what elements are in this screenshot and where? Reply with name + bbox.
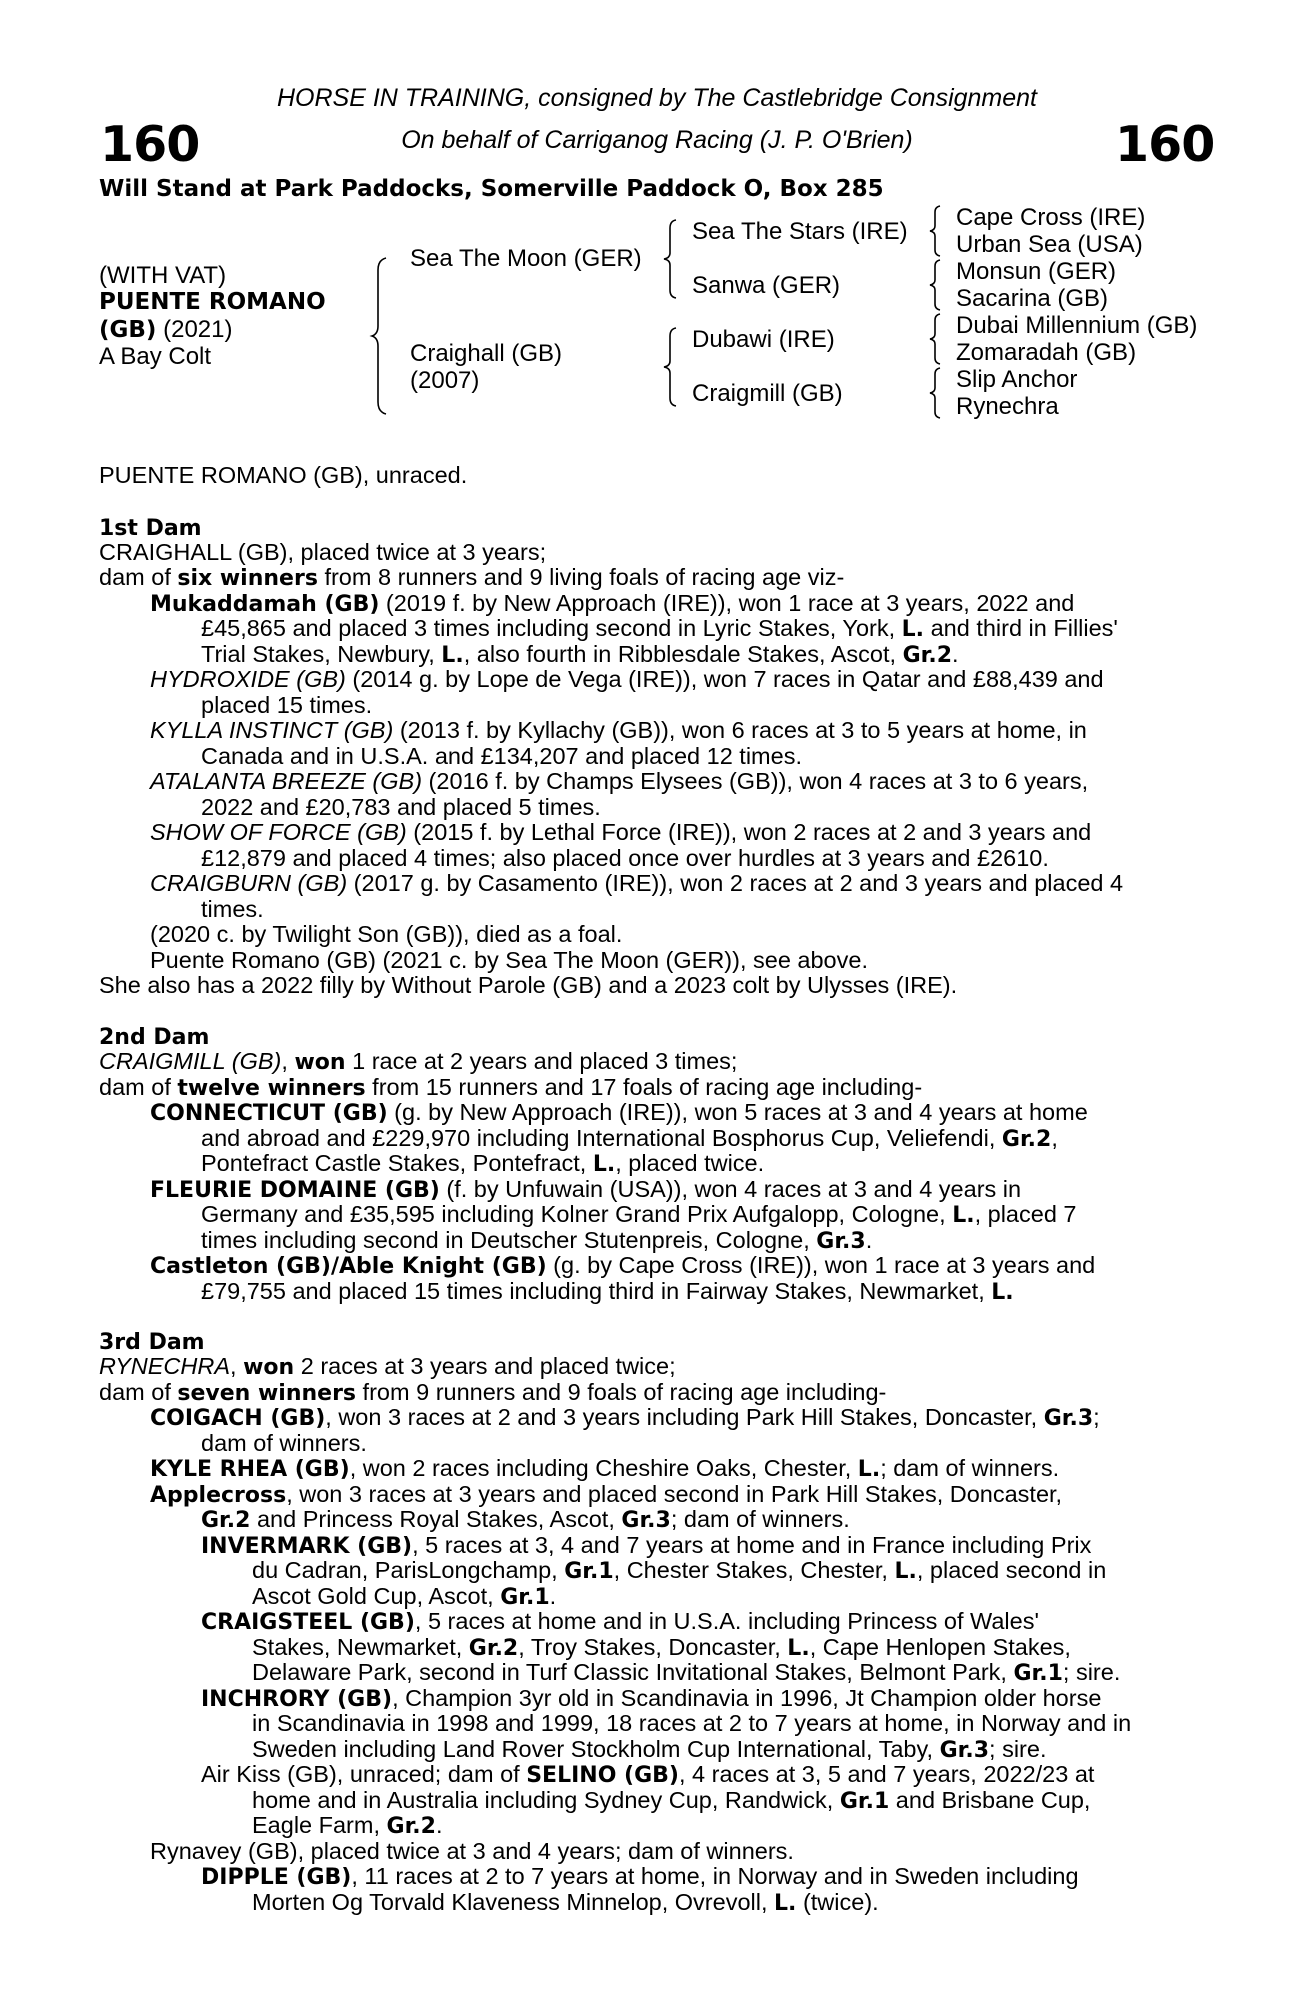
pedigree-gen2-3: Dubawi (IRE): [692, 326, 835, 353]
progeny-entry-cont: [201, 616, 1118, 643]
text-run: , Champion 3yr old in Scandinavia in 1996, Jt Champion older horse: [392, 1685, 1102, 1711]
text-run: Germany and £35,595 including Kolner Grand Prix Aufgalopp, Cologne,: [201, 1201, 953, 1227]
text-run: Air Kiss (GB), unraced; dam of: [201, 1761, 527, 1787]
text-run: HYDROXIDE (GB): [150, 666, 346, 692]
progeny-entry: Rynavey (GB), placed twice at 3 and 4 years; dam of winners.: [150, 1838, 794, 1864]
text-run: FLEURIE DOMAINE (GB): [150, 1178, 440, 1203]
text-run: , Troy Stakes, Doncaster,: [518, 1634, 788, 1660]
text-run: (g. by New Approach (IRE)), won 5 races at 3 and 4 years at home: [387, 1099, 1088, 1125]
text-run: and abroad and £229,970 including International Bosphorus Cup, Veliefendi,: [201, 1125, 1002, 1151]
text-run: Gr.1: [839, 1789, 890, 1814]
text-run: , Chester Stakes, Chester,: [613, 1557, 895, 1583]
text-run: Stakes, Newmarket,: [252, 1634, 469, 1660]
grand-progeny-entry: [201, 1533, 1091, 1560]
first-dam-produce-summary: [99, 565, 844, 592]
pedigree-bracket-dam: [664, 326, 680, 408]
text-run: (2014 g. by Lope de Vega (IRE)), won 7 races in Qatar and £88,439 and: [345, 666, 1104, 692]
text-run: six winners: [177, 566, 318, 591]
horse-description: A Bay Colt: [99, 343, 212, 370]
text-run: (2013 f. by Kyllachy (GB)), won 6 races at 3 to 5 years at home, in: [393, 717, 1087, 743]
progeny-entry-cont: Canada and in U.S.A. and £134,207 and placed 12 times.: [201, 743, 802, 769]
lot-number-left: 160: [100, 116, 200, 173]
text-run: and Brisbane Cup,: [889, 1787, 1091, 1813]
text-run: £79,755 and placed 15 times including third in Fairway Stakes, Newmarket,: [201, 1278, 992, 1304]
progeny-entry-cont: [201, 1202, 1076, 1229]
progeny-entry: [150, 769, 1088, 795]
text-run: ; dam of winners.: [670, 1506, 850, 1532]
text-run: 2 races at 3 years and placed twice;: [294, 1353, 676, 1379]
text-run: CRAIGMILL (GB): [99, 1048, 282, 1074]
text-run: L.: [952, 1203, 975, 1228]
text-run: INCHRORY (GB): [201, 1687, 393, 1712]
grand-progeny-entry: [201, 1609, 1039, 1636]
text-run: Gr.1: [564, 1559, 614, 1584]
text-run: Trial Stakes, Newbury,: [201, 641, 442, 667]
text-run: from 8 runners and 9 living foals of racing age viz-: [317, 564, 845, 590]
text-run: Delaware Park, second in Turf Classic Invitational Stakes, Belmont Park,: [252, 1659, 1014, 1685]
text-run: KYLE RHEA (GB): [150, 1457, 350, 1482]
text-run: , also fourth in Ribblesdale Stakes, Ascot,: [463, 641, 903, 667]
grand-progeny-cont: [252, 1737, 1046, 1764]
text-run: COIGACH (GB): [150, 1406, 326, 1431]
text-run: , 5 races at home and in U.S.A. including Princess of Wales': [414, 1608, 1039, 1634]
text-run: Ascot Gold Cup, Ascot,: [252, 1583, 501, 1609]
text-run: (f. by Unfuwain (USA)), won 4 races at 3 and 4 years in: [439, 1176, 1022, 1202]
text-run: SELINO (GB): [526, 1763, 679, 1788]
pedigree-sire: Sea The Moon (GER): [410, 245, 642, 272]
text-run: CRAIGBURN (GB): [150, 870, 348, 896]
text-run: , Cape Henlopen Stakes,: [809, 1634, 1071, 1660]
text-run: (twice).: [796, 1889, 879, 1915]
text-run: du Cadran, ParisLongchamp,: [252, 1557, 565, 1583]
text-run: CRAIGSTEEL (GB): [201, 1610, 415, 1635]
pedigree-bracket-g2-3: [930, 312, 944, 366]
progeny-entry: [150, 1253, 1095, 1280]
horse-year: (2021): [156, 316, 233, 343]
progeny-entry: [150, 718, 1087, 744]
vat-note: (WITH VAT): [99, 262, 227, 289]
first-dam-heading: 1st Dam: [99, 516, 202, 541]
text-run: .: [549, 1583, 557, 1609]
text-run: L.: [991, 1280, 1014, 1305]
lot-number-right: 160: [1115, 116, 1215, 173]
second-dam-heading: 2nd Dam: [99, 1025, 210, 1050]
stand-location: Will Stand at Park Paddocks, Somerville Paddock O, Box 285: [99, 176, 884, 202]
vendor-line: On behalf of Carriganog Racing (J. P. O'Brien): [401, 126, 913, 154]
text-run: from 9 runners and 9 foals of racing age including-: [356, 1379, 887, 1405]
text-run: Gr.2: [386, 1814, 436, 1839]
text-run: , won 3 races at 2 and 3 years including Park Hill Stakes, Doncaster,: [325, 1404, 1044, 1430]
grand-progeny-cont: [252, 1788, 1090, 1815]
progeny-entry-cont: [201, 642, 959, 669]
consignment-line: HORSE IN TRAINING, consigned by The Castlebridge Consignment: [276, 84, 1038, 112]
first-dam-note: She also has a 2022 filly by Without Parole (GB) and a 2023 colt by Ulysses (IRE).: [99, 972, 958, 998]
text-run: Mukaddamah (GB): [150, 592, 380, 617]
text-run: DIPPLE (GB): [201, 1865, 352, 1890]
pedigree-gen3-2: Urban Sea (USA): [956, 231, 1143, 258]
text-run: dam of: [99, 1074, 178, 1100]
text-run: L.: [901, 617, 925, 642]
progeny-entry: [150, 591, 1074, 618]
text-run: INVERMARK (GB): [201, 1534, 413, 1559]
text-run: won: [294, 1050, 346, 1075]
text-run: times including second in Deutscher Stutenpreis, Cologne,: [201, 1227, 817, 1253]
pedigree-gen3-4: Sacarina (GB): [956, 285, 1109, 312]
grand-progeny-cont: [252, 1635, 1071, 1662]
pedigree-bracket-g2-2: [930, 258, 944, 312]
text-run: , placed 7: [974, 1201, 1077, 1227]
grand-progeny-entry: [201, 1864, 1079, 1891]
progeny-entry-cont: times.: [201, 896, 264, 922]
progeny-entry-cont: [201, 1279, 1014, 1306]
progeny-entry: [150, 820, 1091, 846]
text-run: , placed twice.: [615, 1150, 765, 1176]
text-run: Gr.2: [1001, 1127, 1052, 1152]
text-run: , 11 races at 2 to 7 years at home, in Norway and in Sweden including: [351, 1863, 1079, 1889]
text-run: ,: [1051, 1125, 1058, 1151]
horse-name: PUENTE ROMANO: [99, 289, 326, 315]
text-run: (2016 f. by Champs Elysees (GB)), won 4 races at 3 to 6 years,: [422, 768, 1089, 794]
text-run: dam of: [99, 1379, 178, 1405]
pedigree-gen3-3: Monsun (GER): [956, 258, 1117, 285]
text-run: (g. by Cape Cross (IRE)), won 1 race at 3 years and: [546, 1252, 1096, 1278]
pedigree-gen3-8: Rynechra: [956, 393, 1059, 420]
pedigree-gen2-4: Craigmill (GB): [692, 380, 843, 407]
text-run: , won 3 races at 3 years and placed second in Park Hill Stakes, Doncaster,: [286, 1481, 1063, 1507]
progeny-entry: [150, 1405, 1100, 1432]
pedigree-gen3-1: Cape Cross (IRE): [956, 204, 1146, 231]
progeny-entry-cont: [201, 1126, 1058, 1153]
text-run: L.: [894, 1559, 917, 1584]
progeny-entry: Puente Romano (GB) (2021 c. by Sea The Moon (GER)), see above.: [150, 947, 868, 973]
text-run: (2017 g. by Casamento (IRE)), won 2 races at 2 and 3 years and placed 4: [347, 870, 1124, 896]
text-run: ,: [281, 1048, 295, 1074]
progeny-entry: [150, 871, 1123, 897]
text-run: ,: [230, 1353, 244, 1379]
horse-country-year: [99, 316, 232, 344]
text-run: from 15 runners and 17 foals of racing age including-: [365, 1074, 923, 1100]
text-run: .: [435, 1812, 443, 1838]
third-dam-heading: 3rd Dam: [99, 1330, 205, 1355]
progeny-entry-cont: dam of winners.: [201, 1430, 367, 1456]
text-run: L.: [857, 1457, 881, 1482]
pedigree-gen2-1: Sea The Stars (IRE): [692, 218, 908, 245]
progeny-entry-cont: [201, 1228, 872, 1255]
text-run: seven winners: [177, 1381, 357, 1406]
pedigree-bracket-sire: [664, 218, 680, 300]
text-run: ; sire.: [1062, 1659, 1121, 1685]
text-run: ;: [1093, 1404, 1100, 1430]
pedigree-dam: Craighall (GB): [410, 340, 563, 367]
third-dam-produce-summary: [99, 1380, 886, 1407]
text-run: Pontefract Castle Stakes, Pontefract,: [201, 1150, 593, 1176]
text-run: home and in Australia including Sydney Cup, Randwick,: [252, 1787, 840, 1813]
text-run: .: [865, 1227, 873, 1253]
text-run: Eagle Farm,: [252, 1812, 387, 1838]
text-run: Gr.3: [939, 1738, 990, 1763]
progeny-entry-cont: [201, 1151, 764, 1178]
pedigree-bracket-g2-1: [930, 204, 944, 258]
text-run: dam of: [99, 564, 178, 590]
text-run: , 4 races at 3, 5 and 7 years, 2022/23 at: [679, 1761, 1095, 1787]
grand-progeny-cont: [252, 1813, 443, 1840]
text-run: Gr.1: [1013, 1661, 1063, 1686]
grand-progeny-cont: [252, 1558, 1106, 1585]
horse-country: (GB): [99, 317, 157, 343]
text-run: , placed second in: [916, 1557, 1107, 1583]
progeny-entry: [150, 1482, 1062, 1509]
progeny-entry: [150, 667, 1104, 693]
text-run: Sweden including Land Rover Stockholm Cup International, Taby,: [252, 1736, 940, 1762]
text-run: .: [952, 641, 959, 667]
text-run: ; dam of winners.: [880, 1455, 1060, 1481]
text-run: Castleton (GB)/Able Knight (GB): [150, 1254, 547, 1279]
progeny-entry: [150, 1100, 1088, 1127]
pedigree-dam-year: (2007): [410, 367, 480, 394]
text-run: KYLLA INSTINCT (GB): [150, 717, 394, 743]
text-run: L.: [592, 1152, 616, 1177]
text-run: 1 race at 2 years and placed 3 times;: [345, 1048, 738, 1074]
second-dam-produce-summary: [99, 1075, 922, 1102]
progeny-entry-cont: [201, 1507, 850, 1534]
grand-progeny-cont: [252, 1660, 1120, 1687]
text-run: Gr.2: [201, 1508, 251, 1533]
text-run: Gr.3: [1043, 1406, 1094, 1431]
pedigree-gen3-6: Zomaradah (GB): [956, 339, 1137, 366]
progeny-entry-cont: £12,879 and placed 4 times; also placed once over hurdles at 3 years and £2610.: [201, 845, 1049, 871]
text-run: RYNECHRA: [99, 1353, 231, 1379]
text-run: Gr.1: [500, 1585, 550, 1610]
progeny-entry-cont: placed 15 times.: [201, 692, 373, 718]
grand-progeny-cont: [252, 1890, 879, 1917]
text-run: and third in Fillies': [924, 615, 1118, 641]
grand-progeny-cont: in Scandinavia in 1998 and 1999, 18 races at 2 to 7 years at home, in Norway and in: [252, 1710, 1132, 1736]
progeny-entry: (2020 c. by Twilight Son (GB)), died as a foal.: [150, 921, 623, 947]
text-run: Gr.2: [902, 643, 953, 668]
text-run: and Princess Royal Stakes, Ascot,: [250, 1506, 622, 1532]
pedigree-bracket-g2-4: [930, 366, 944, 420]
race-record: PUENTE ROMANO (GB), unraced.: [99, 462, 468, 488]
grand-progeny-entry: [201, 1762, 1094, 1789]
pedigree-gen3-7: Slip Anchor: [956, 366, 1078, 393]
text-run: won: [243, 1355, 295, 1380]
text-run: (2015 f. by Lethal Force (IRE)), won 2 races at 2 and 3 years and: [406, 819, 1092, 845]
second-dam-line: [99, 1049, 737, 1076]
text-run: SHOW OF FORCE (GB): [150, 819, 407, 845]
progeny-entry-cont: 2022 and £20,783 and placed 5 times.: [201, 794, 601, 820]
text-run: L.: [787, 1636, 810, 1661]
text-run: twelve winners: [177, 1076, 366, 1101]
grand-progeny-entry: [201, 1686, 1101, 1713]
pedigree-gen2-2: Sanwa (GER): [692, 272, 841, 299]
text-run: , 5 races at 3, 4 and 7 years at home and in France including Prix: [412, 1532, 1092, 1558]
text-run: Gr.3: [816, 1229, 866, 1254]
progeny-entry: [150, 1456, 1059, 1483]
text-run: , won 2 races including Cheshire Oaks, Chester,: [349, 1455, 858, 1481]
text-run: ; sire.: [989, 1736, 1047, 1762]
text-run: Gr.3: [621, 1508, 671, 1533]
pedigree-gen3-5: Dubai Millennium (GB): [956, 312, 1198, 339]
first-dam-line: CRAIGHALL (GB), placed twice at 3 years;: [99, 539, 547, 565]
text-run: ATALANTA BREEZE (GB): [150, 768, 423, 794]
text-run: £45,865 and placed 3 times including second in Lyric Stakes, York,: [201, 615, 902, 641]
text-run: Gr.2: [468, 1636, 519, 1661]
third-dam-line: [99, 1354, 676, 1381]
text-run: (2019 f. by New Approach (IRE)), won 1 race at 3 years, 2022 and: [379, 590, 1075, 616]
grand-progeny-cont: [252, 1584, 556, 1611]
text-run: L.: [441, 643, 464, 668]
pedigree-bracket-main: [372, 256, 392, 416]
text-run: CONNECTICUT (GB): [150, 1101, 388, 1126]
text-run: L.: [774, 1891, 797, 1916]
text-run: Applecross: [150, 1483, 287, 1508]
text-run: Morten Og Torvald Klaveness Minnelop, Ovrevoll,: [252, 1889, 775, 1915]
progeny-entry: [150, 1177, 1021, 1204]
